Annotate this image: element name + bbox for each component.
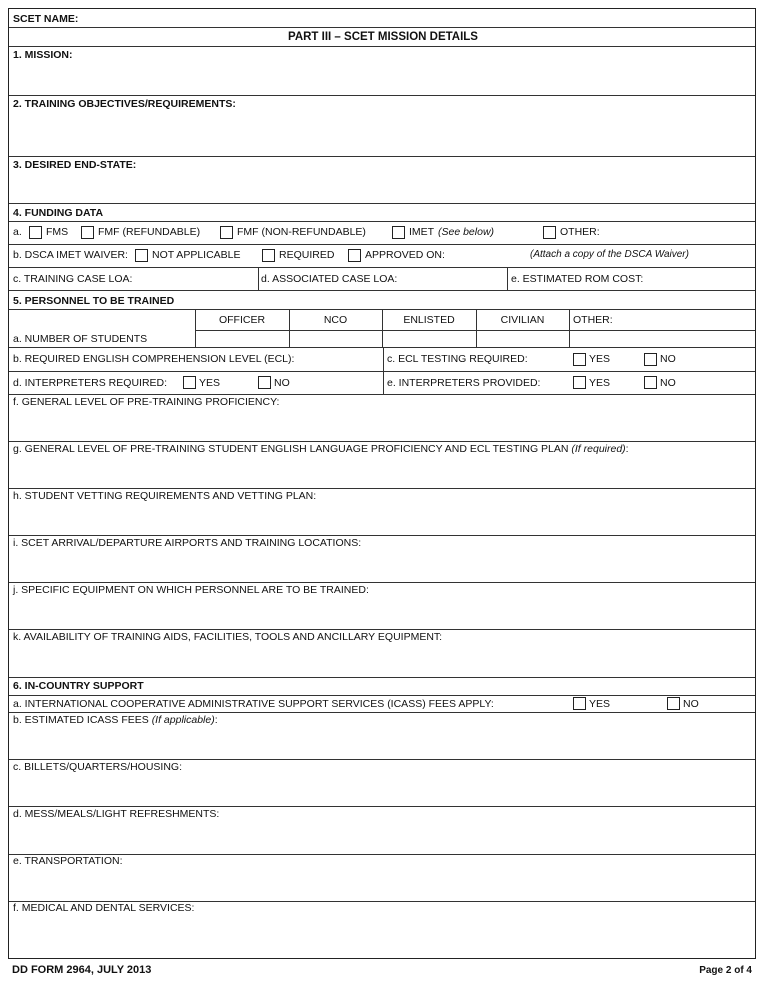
- interpreters-provided-yes-checkbox[interactable]: [573, 376, 586, 389]
- rule: [383, 347, 384, 394]
- rule: [9, 95, 755, 96]
- col-officer: OFFICER: [218, 314, 266, 326]
- rule: [9, 759, 755, 760]
- training-aids-label: k. AVAILABILITY OF TRAINING AIDS, FACILITIES, TOOLS AND ANCILLARY EQUIPMENT:: [13, 631, 443, 643]
- training-case-loa-label: c. TRAINING CASE LOA:: [13, 273, 133, 285]
- icass-fees-colon: :: [214, 714, 218, 726]
- airports-label: i. SCET ARRIVAL/DEPARTURE AIRPORTS AND TRAINING LOCATIONS:: [13, 537, 362, 549]
- waiver-required-label: REQUIRED: [279, 249, 335, 261]
- interpreters-provided-label: e. INTERPRETERS PROVIDED:: [387, 377, 541, 389]
- icass-no-checkbox[interactable]: [667, 697, 680, 710]
- waiver-not-applicable-label: NOT APPLICABLE: [152, 249, 241, 261]
- icass-fees-note: (If applicable): [151, 714, 215, 726]
- english-proficiency-text: g. GENERAL LEVEL OF PRE-TRAINING STUDENT ENGLISH LANGUAGE PROFICIENCY AND ECL TESTING PLAN: [13, 443, 569, 455]
- rule: [9, 582, 755, 583]
- waiver-approved-checkbox[interactable]: [348, 249, 361, 262]
- col-other: OTHER:: [573, 314, 613, 326]
- imet-label: IMET: [409, 226, 435, 238]
- rule: [9, 290, 755, 291]
- funding-label: 4. FUNDING DATA: [13, 207, 104, 219]
- other-funding-checkbox[interactable]: [543, 226, 556, 239]
- english-proficiency-label: [13, 444, 629, 455]
- waiver-required-checkbox[interactable]: [262, 249, 275, 262]
- other-funding-label: OTHER:: [560, 226, 600, 238]
- ecl-level-label: b. REQUIRED ENGLISH COMPREHENSION LEVEL (ECL):: [13, 353, 295, 365]
- ecl-testing-yes-label: YES: [589, 353, 611, 365]
- rule: [9, 535, 755, 536]
- ecl-testing-no-checkbox[interactable]: [644, 353, 657, 366]
- waiver-note: (Attach a copy of the DSCA Waiver): [530, 249, 689, 260]
- fms-checkbox[interactable]: [29, 226, 42, 239]
- rule: [9, 267, 755, 268]
- fms-label: FMS: [46, 226, 69, 238]
- mess-label: d. MESS/MEALS/LIGHT REFRESHMENTS:: [13, 808, 220, 820]
- icass-yes-label: YES: [589, 698, 611, 710]
- interpreters-provided-no-label: NO: [660, 377, 676, 389]
- rule: [9, 677, 755, 678]
- col-civilian: CIVILIAN: [500, 314, 545, 326]
- interpreters-provided-no-checkbox[interactable]: [644, 376, 657, 389]
- col-nco: NCO: [323, 314, 348, 326]
- interpreters-provided-yes-label: YES: [589, 377, 611, 389]
- scet-name-label: SCET NAME:: [13, 13, 79, 25]
- waiver-not-applicable-checkbox[interactable]: [135, 249, 148, 262]
- waiver-approved-label: APPROVED ON:: [365, 249, 445, 261]
- vetting-label: h. STUDENT VETTING REQUIREMENTS AND VETTING PLAN:: [13, 490, 317, 502]
- icass-no-label: NO: [683, 698, 699, 710]
- interpreters-required-label: d. INTERPRETERS REQUIRED:: [13, 377, 168, 389]
- imet-note: (See below): [438, 226, 495, 238]
- icass-fees-label: [13, 715, 218, 726]
- rule: [9, 806, 755, 807]
- fmf-refundable-checkbox[interactable]: [81, 226, 94, 239]
- rule: [9, 441, 755, 442]
- ecl-testing-yes-checkbox[interactable]: [573, 353, 586, 366]
- imet-checkbox[interactable]: [392, 226, 405, 239]
- col-enlisted: ENLISTED: [403, 314, 455, 326]
- personnel-label: 5. PERSONNEL TO BE TRAINED: [13, 295, 175, 307]
- interpreters-required-no-checkbox[interactable]: [258, 376, 271, 389]
- num-students-label: a. NUMBER OF STUDENTS: [13, 333, 148, 345]
- ecl-testing-label: c. ECL TESTING REQUIRED:: [387, 353, 528, 365]
- rule: [9, 394, 755, 395]
- equipment-label: j. SPECIFIC EQUIPMENT ON WHICH PERSONNEL ARE TO BE TRAINED:: [13, 584, 369, 596]
- funding-row-a-label: a.: [13, 226, 22, 238]
- ecl-testing-no-label: NO: [660, 353, 676, 365]
- transportation-label: e. TRANSPORTATION:: [13, 855, 123, 867]
- interpreters-required-yes-label: YES: [199, 377, 221, 389]
- rule: [507, 267, 508, 290]
- interpreters-required-no-label: NO: [274, 377, 290, 389]
- form-id: DD FORM 2964, JULY 2013: [12, 964, 152, 976]
- english-proficiency-colon: :: [625, 443, 629, 455]
- imet-waiver-label: b. DSCA IMET WAIVER:: [13, 249, 128, 261]
- associated-case-loa-label: d. ASSOCIATED CASE LOA:: [261, 273, 398, 285]
- part-title: PART III – SCET MISSION DETAILS: [288, 31, 478, 43]
- rule: [9, 488, 755, 489]
- medical-label: f. MEDICAL AND DENTAL SERVICES:: [13, 902, 195, 914]
- rule: [258, 267, 259, 290]
- icass-yes-checkbox[interactable]: [573, 697, 586, 710]
- icass-fees-text: b. ESTIMATED ICASS FEES: [13, 714, 149, 726]
- rule: [9, 371, 755, 372]
- billets-label: c. BILLETS/QUARTERS/HOUSING:: [13, 761, 183, 773]
- rule: [9, 203, 755, 204]
- rule: [9, 629, 755, 630]
- rule: [569, 309, 570, 347]
- support-label: 6. IN-COUNTRY SUPPORT: [13, 680, 144, 692]
- rule: [9, 244, 755, 245]
- rom-cost-label: e. ESTIMATED ROM COST:: [511, 273, 644, 285]
- rule: [9, 221, 755, 222]
- icass-fees-apply-label: a. INTERNATIONAL COOPERATIVE ADMINISTRATIVE SUPPORT SERVICES (ICASS) FEES APPLY:: [13, 698, 494, 710]
- rule: [9, 695, 755, 696]
- page-number: Page 2 of 4: [699, 965, 752, 976]
- rule: [9, 46, 755, 47]
- end-state-label: 3. DESIRED END-STATE:: [13, 159, 137, 171]
- rule: [9, 156, 755, 157]
- fmf-nonrefundable-checkbox[interactable]: [220, 226, 233, 239]
- objectives-label: 2. TRAINING OBJECTIVES/REQUIREMENTS:: [13, 98, 236, 110]
- english-proficiency-note: (If required): [571, 443, 626, 455]
- pre-training-proficiency-label: f. GENERAL LEVEL OF PRE-TRAINING PROFICIENCY:: [13, 396, 280, 408]
- rule: [195, 330, 755, 331]
- rule: [9, 712, 755, 713]
- interpreters-required-yes-checkbox[interactable]: [183, 376, 196, 389]
- form-page: [8, 8, 756, 959]
- rule: [9, 27, 755, 28]
- fmf-refundable-label: FMF (REFUNDABLE): [98, 226, 201, 238]
- mission-label: 1. MISSION:: [13, 49, 73, 61]
- fmf-nonrefundable-label: FMF (NON-REFUNDABLE): [237, 226, 366, 238]
- rule: [9, 347, 755, 348]
